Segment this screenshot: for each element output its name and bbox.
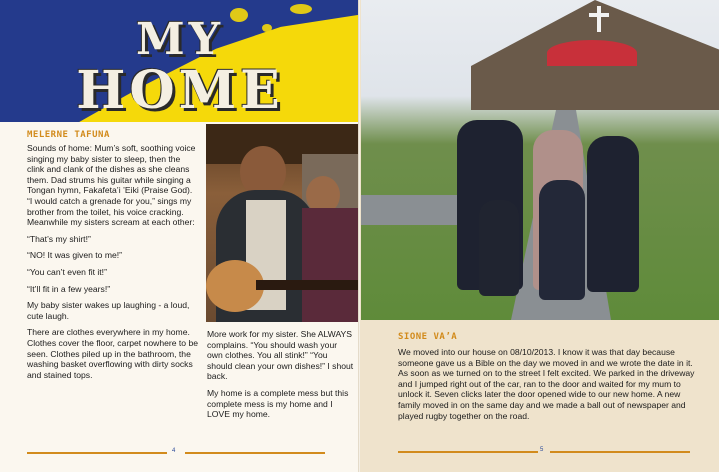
church-children-photo bbox=[361, 0, 719, 320]
paragraph: There are clothes everywhere in my home. Clothes cover the floor, carpet nowhere to be seen. Clothes piled up in the bathroom, the washing basket overflowing with dirty socks and stained tops. bbox=[27, 327, 199, 380]
title-line-1: MY bbox=[135, 14, 225, 65]
paragraph: We moved into our house on 08/10/2013. I know it was that day because someone gave us a Bible on the day we moved in and we wrote the date in it. As soon as we turned on to the street I felt excited. We parked in the driveway and I jumped right out of the car, ran to the door and waited for my mum to unlock it. Seven clicks later the door opened wide to our new home. A new family moved in on the same day and we made a ball out of newspaper and played rugby together on the road. bbox=[398, 347, 695, 421]
page-number: 5 bbox=[540, 447, 544, 453]
page-number: 4 bbox=[172, 448, 176, 454]
banner-splat bbox=[290, 4, 312, 14]
footer-rule bbox=[550, 451, 690, 453]
footer-rule bbox=[27, 452, 167, 454]
family-guitar-photo bbox=[206, 124, 359, 322]
right-column bbox=[398, 347, 698, 427]
title-banner bbox=[0, 0, 360, 122]
paragraph: My home is a complete mess but this complete mess is my home and I LOVE my home. bbox=[207, 387, 349, 420]
title-line-2: HOME bbox=[76, 60, 284, 121]
paragraph: Sounds of home: Mum’s soft, soothing voice singing my baby sister to sleep, then the clink and clank of the dishes as she cleans them. Dad strums his guitar while singing a Tongan hymn, Fakafeta’i ’Eiki (Praise God). “I would catch a grenade for you,” sings my brother from the toilet, his voice cracking. Meanwhile my sisters scream at each other: bbox=[27, 143, 196, 228]
left-column bbox=[27, 143, 199, 386]
paragraph: “NO! It was given to me!” bbox=[27, 250, 123, 261]
child bbox=[479, 200, 519, 296]
child bbox=[587, 136, 639, 292]
paragraph: “It’ll fit in a few years!” bbox=[27, 283, 111, 294]
church-canopy bbox=[547, 40, 637, 66]
child bbox=[539, 180, 585, 300]
paragraph: More work for my sister. She ALWAYS complains. “You should wash your own clothes. You all stink!” “You should clean your own dishes!” I shout back. bbox=[207, 329, 354, 382]
guitar-neck bbox=[256, 280, 359, 290]
girl-body bbox=[302, 208, 359, 322]
cross-icon bbox=[597, 6, 601, 32]
paragraph: My baby sister wakes up laughing - a loud, cute laugh. bbox=[27, 300, 190, 321]
paragraph: “You can’t even fit it!” bbox=[27, 266, 107, 277]
left-author: MELERNE TAFUNA bbox=[27, 130, 110, 140]
right-author: SIONE VA’A bbox=[398, 332, 458, 342]
footer-rule bbox=[398, 451, 538, 453]
middle-column bbox=[207, 329, 355, 426]
paragraph: “That’s my shirt!” bbox=[27, 233, 91, 244]
footer-rule bbox=[185, 452, 325, 454]
